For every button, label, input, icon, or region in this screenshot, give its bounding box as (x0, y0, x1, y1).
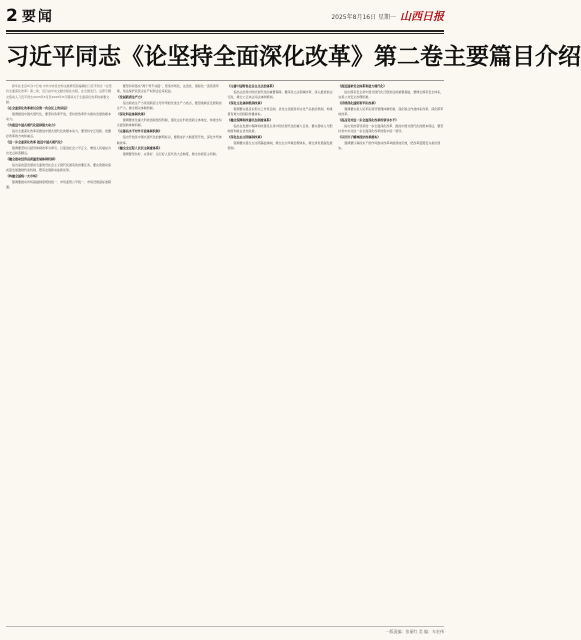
article-subhead: 《构建全国统一大市场》 (6, 174, 40, 179)
article-paragraph: 指出在发展中保障和改善民生是中国式现代化的重大任务，要完善收入分配制度和就业优先政策。 (227, 124, 333, 134)
article-subhead: 《在全面深化改革委员会第一次会议上的讲话》 (6, 105, 70, 110)
article-paragraph: 强调要完善意识形态工作责任制，优化文化服务和文化产品供给机制，构建更有效力的国际传播体系。 (227, 106, 333, 117)
article-paragraph: 强调要推动市场基础制度规则统一、市场监管公平统一、市场设施高标准联通。 (6, 179, 112, 190)
article-paragraph: 强调要完善人民军队领导管理体制机制，深化联合作战体系改革，深化跨军地改革。 (338, 106, 444, 117)
article-column (228, 84, 334, 622)
article-paragraph: 指出法治是中国式现代化的重要保障，要深化立法领域改革，深入推进依法行政，健全公正执法司法体制机制。 (227, 89, 333, 100)
article-paragraph: 指出党的领导是进一步全面深化改革、推进中国式现代化的根本保证，要坚持党中央对进一步全面深化改革的集中统一领导。 (338, 124, 444, 134)
article-paragraph: 指出国家安全是中国式现代化行稳致远的重要基础，要健全国家安全体系，完善公共安全治理机制。 (338, 89, 444, 100)
article-subhead: 《完善中国特色社会主义法治体系》 (227, 84, 276, 88)
article-paragraph: 要坚持和落实“两个毫不动摇”，营造市场化、法治化、国际化一流营商环境，依法保护民营企业产权和企业家权益。 (116, 84, 219, 94)
article-column (6, 84, 112, 622)
article-subhead: 《发展新质生产力》 (116, 95, 144, 100)
article-paragraph: 强调要坚持以经济体制改革为牵引，以促进社会公平正义、增进人民福祉为出发点和落脚点。 (6, 145, 112, 156)
article-subhead: 《健全推动经济高质量发展体制机制》 (6, 157, 58, 162)
article-paragraph: 强调要完善生态文明基础体制，健全生态环境治理体系，健全绿色低碳发展机制。 (227, 141, 333, 151)
article-paragraph: 指出全面深化改革是推进中国式现代化的根本动力，要坚持守正创新，把握好改革的方向和重点。 (6, 128, 112, 139)
article-subhead: 《为推进中国式现代化提供强大动力》 (6, 122, 58, 127)
page-header (6, 4, 444, 28)
page-footer (6, 626, 444, 637)
header-rule-thick (6, 30, 444, 32)
article-paragraph: 指出高质量发展是全面建设社会主义现代化国家的首要任务，要完善推动高质量发展激励约束机制，塑造发展新动能新优势。 (6, 162, 112, 173)
article-paragraph: 强调要优化重大科技创新组织机制，强化企业科技创新主体地位，构建支持全面创新体制机制。 (116, 118, 222, 128)
headline-rule (6, 80, 444, 81)
section-title: 要闻 (21, 9, 54, 25)
article-subhead: 《进一步全面深化改革 推进中国式现代化》 (6, 139, 65, 144)
headline: 习近平同志《论坚持全面深化改革》第二卷主要篇目介绍 (6, 44, 581, 70)
article-subhead: 《完善高水平对外开放体制机制》 (116, 129, 162, 134)
article-paragraph: 指出开放是中国式现代化的鲜明标识，要稳步扩大制度型开放，深化外贸体制改革。 (116, 135, 222, 145)
article-subhead: 《深化文化体制机制改革》 (227, 101, 264, 106)
article-subhead: 《持续深化国防和军队改革》 (338, 101, 378, 106)
article-paragraph: 指出新质生产力是创新起主导作用的先进生产力质态，要因地制宜发展新质生产力，健全相关体制机制。 (116, 101, 222, 111)
header-right (331, 9, 444, 23)
article-column (117, 84, 223, 622)
article-subhead: 《健全保障和改善民生制度体系》 (227, 118, 273, 123)
article-subhead: 《以钉钉子精神抓好改革落实》 (338, 135, 381, 140)
page-number: 2 (6, 6, 18, 26)
article-subhead: 《深化生态文明体制改革》 (227, 135, 264, 140)
article-subhead: 《提高党对进一步全面深化改革的领导水平》 (338, 118, 399, 123)
article-paragraph: 强调要坚持好、完善好、运行好人民代表大会制度，健全协商民主机制。 (122, 152, 219, 157)
article-lead: 新华社北京8月17日电 中共中央党史和文献研究院编辑的习近平同志《论坚持全面深化改革》第二卷，近日由中央文献出版社出版，在全国发行。这部专题文集收入习近平同志2023年5月至2025年6月期间关于全面深化改革的重要文献。 (6, 84, 112, 104)
article-subhead: 《健全全过程人民民主制度体系》 (116, 146, 162, 151)
article-column (338, 84, 444, 622)
masthead-logo: 山西日报 (400, 10, 444, 23)
article-subhead: 《推进国家安全体系和能力现代化》 (338, 84, 387, 88)
header-rule-thin (6, 33, 444, 34)
date-line: 2025年8月16日 星期一 (331, 13, 396, 21)
article-columns (6, 84, 444, 622)
article-paragraph: 强调要以真抓实干的作风推动改革举措落地见效，把改革蓝图变为美好现实。 (338, 141, 441, 151)
footer-credits: 一版责编：张丽红 美 编：车宏伟 (385, 629, 444, 634)
article-paragraph: 强调推进中国式现代化，要坚持改革开放，坚持把改革作为推动发展的根本动力。 (6, 111, 112, 121)
article-subhead: 《深化科技体制改革》 (116, 112, 147, 117)
